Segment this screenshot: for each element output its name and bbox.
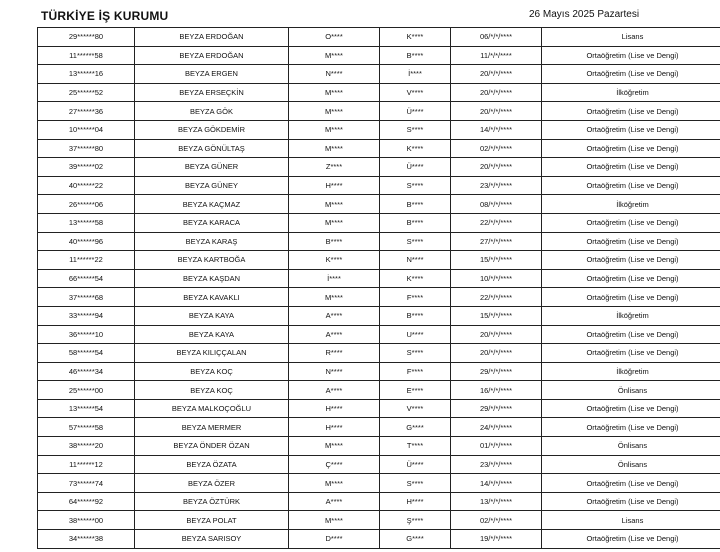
birth-date-cell: 02/*/*/****	[451, 511, 542, 530]
full-name-cell: BEYZA ÖZER	[135, 474, 289, 493]
father-initial-cell: K****	[289, 251, 380, 270]
birth-date-cell: 01/*/*/****	[451, 437, 542, 456]
education-cell: Ortaöğretim (Lise ve Dengi)	[542, 102, 720, 121]
birth-date-cell: 20/*/*/****	[451, 344, 542, 363]
table-row	[38, 399, 720, 418]
education-cell: Ortaöğretim (Lise ve Dengi)	[542, 46, 720, 65]
education-cell: Ortaöğretim (Lise ve Dengi)	[542, 65, 720, 84]
father-initial-cell: M****	[289, 474, 380, 493]
masked-id-cell: 38******00	[38, 511, 135, 530]
full-name-cell: BEYZA KOÇ	[135, 362, 289, 381]
table-row	[38, 362, 720, 381]
mother-initial-cell: Ş****	[380, 511, 451, 530]
birth-date-cell: 27/*/*/****	[451, 232, 542, 251]
table-row	[38, 139, 720, 158]
masked-id-cell: 46******34	[38, 362, 135, 381]
education-cell: Ortaöğretim (Lise ve Dengi)	[542, 120, 720, 139]
masked-id-cell: 29******80	[38, 28, 135, 47]
full-name-cell: BEYZA GÜNER	[135, 158, 289, 177]
father-initial-cell: M****	[289, 139, 380, 158]
masked-id-cell: 38******20	[38, 437, 135, 456]
education-cell: Ortaöğretim (Lise ve Dengi)	[542, 232, 720, 251]
education-cell: Ortaöğretim (Lise ve Dengi)	[542, 176, 720, 195]
mother-initial-cell: E****	[380, 381, 451, 400]
masked-id-cell: 10******04	[38, 120, 135, 139]
mother-initial-cell: S****	[380, 474, 451, 493]
page-date: 26 Mayıs 2025 Pazartesi	[529, 9, 640, 20]
father-initial-cell: H****	[289, 418, 380, 437]
mother-initial-cell: S****	[380, 176, 451, 195]
full-name-cell: BEYZA ERDOĞAN	[135, 28, 289, 47]
full-name-cell: BEYZA SARISOY	[135, 530, 289, 549]
masked-id-cell: 40******96	[38, 232, 135, 251]
mother-initial-cell: Ü****	[380, 455, 451, 474]
education-cell: Lisans	[542, 28, 720, 47]
education-cell: Ortaöğretim (Lise ve Dengi)	[542, 269, 720, 288]
table-row	[38, 511, 720, 530]
masked-id-cell: 11******22	[38, 251, 135, 270]
records-table-body	[38, 28, 720, 549]
records-table	[37, 27, 720, 549]
father-initial-cell: İ****	[289, 269, 380, 288]
full-name-cell: BEYZA GÖK	[135, 102, 289, 121]
table-row	[38, 269, 720, 288]
full-name-cell: BEYZA GÖKDEMİR	[135, 120, 289, 139]
full-name-cell: BEYZA GÖNÜLTAŞ	[135, 139, 289, 158]
table-row	[38, 344, 720, 363]
masked-id-cell: 27******36	[38, 102, 135, 121]
birth-date-cell: 10/*/*/****	[451, 269, 542, 288]
father-initial-cell: M****	[289, 213, 380, 232]
table-row	[38, 437, 720, 456]
mother-initial-cell: S****	[380, 120, 451, 139]
table-row	[38, 28, 720, 47]
birth-date-cell: 23/*/*/****	[451, 455, 542, 474]
full-name-cell: BEYZA ÖNDER ÖZAN	[135, 437, 289, 456]
birth-date-cell: 11/*/*/****	[451, 46, 542, 65]
education-cell: Ortaöğretim (Lise ve Dengi)	[542, 158, 720, 177]
masked-id-cell: 57******58	[38, 418, 135, 437]
masked-id-cell: 33******94	[38, 306, 135, 325]
page-title: TÜRKİYE İŞ KURUMU	[41, 9, 169, 23]
full-name-cell: BEYZA ERGEN	[135, 65, 289, 84]
full-name-cell: BEYZA GÜNEY	[135, 176, 289, 195]
table-row	[38, 65, 720, 84]
education-cell: İlköğretim	[542, 83, 720, 102]
mother-initial-cell: B****	[380, 46, 451, 65]
education-cell: İlköğretim	[542, 195, 720, 214]
education-cell: Önlisans	[542, 381, 720, 400]
birth-date-cell: 20/*/*/****	[451, 158, 542, 177]
mother-initial-cell: F****	[380, 288, 451, 307]
mother-initial-cell: V****	[380, 83, 451, 102]
mother-initial-cell: N****	[380, 251, 451, 270]
birth-date-cell: 20/*/*/****	[451, 102, 542, 121]
birth-date-cell: 29/*/*/****	[451, 399, 542, 418]
masked-id-cell: 25******00	[38, 381, 135, 400]
father-initial-cell: M****	[289, 511, 380, 530]
birth-date-cell: 20/*/*/****	[451, 83, 542, 102]
masked-id-cell: 26******06	[38, 195, 135, 214]
table-row	[38, 530, 720, 549]
mother-initial-cell: S****	[380, 344, 451, 363]
mother-initial-cell: G****	[380, 530, 451, 549]
birth-date-cell: 08/*/*/****	[451, 195, 542, 214]
mother-initial-cell: F****	[380, 362, 451, 381]
father-initial-cell: O****	[289, 28, 380, 47]
education-cell: Önlisans	[542, 455, 720, 474]
birth-date-cell: 14/*/*/****	[451, 474, 542, 493]
education-cell: Lisans	[542, 511, 720, 530]
masked-id-cell: 13******58	[38, 213, 135, 232]
full-name-cell: BEYZA KAÇMAZ	[135, 195, 289, 214]
table-row	[38, 102, 720, 121]
full-name-cell: BEYZA KARACA	[135, 213, 289, 232]
education-cell: Önlisans	[542, 437, 720, 456]
education-cell: Ortaöğretim (Lise ve Dengi)	[542, 474, 720, 493]
birth-date-cell: 16/*/*/****	[451, 381, 542, 400]
birth-date-cell: 24/*/*/****	[451, 418, 542, 437]
full-name-cell: BEYZA ÖZATA	[135, 455, 289, 474]
full-name-cell: BEYZA ERDOĞAN	[135, 46, 289, 65]
education-cell: Ortaöğretim (Lise ve Dengi)	[542, 288, 720, 307]
birth-date-cell: 15/*/*/****	[451, 306, 542, 325]
education-cell: İlköğretim	[542, 306, 720, 325]
masked-id-cell: 58******54	[38, 344, 135, 363]
masked-id-cell: 37******68	[38, 288, 135, 307]
mother-initial-cell: K****	[380, 139, 451, 158]
masked-id-cell: 36******10	[38, 325, 135, 344]
father-initial-cell: M****	[289, 195, 380, 214]
table-row	[38, 120, 720, 139]
father-initial-cell: H****	[289, 176, 380, 195]
education-cell: Ortaöğretim (Lise ve Dengi)	[542, 418, 720, 437]
masked-id-cell: 37******80	[38, 139, 135, 158]
father-initial-cell: M****	[289, 437, 380, 456]
masked-id-cell: 34******38	[38, 530, 135, 549]
mother-initial-cell: U****	[380, 325, 451, 344]
table-row	[38, 288, 720, 307]
birth-date-cell: 20/*/*/****	[451, 325, 542, 344]
education-cell: Ortaöğretim (Lise ve Dengi)	[542, 399, 720, 418]
table-row	[38, 418, 720, 437]
table-row	[38, 46, 720, 65]
father-initial-cell: B****	[289, 232, 380, 251]
table-row	[38, 251, 720, 270]
father-initial-cell: A****	[289, 325, 380, 344]
table-row	[38, 195, 720, 214]
masked-id-cell: 73******74	[38, 474, 135, 493]
birth-date-cell: 02/*/*/****	[451, 139, 542, 158]
father-initial-cell: N****	[289, 362, 380, 381]
full-name-cell: BEYZA MALKOÇOĞLU	[135, 399, 289, 418]
father-initial-cell: M****	[289, 120, 380, 139]
father-initial-cell: Z****	[289, 158, 380, 177]
birth-date-cell: 14/*/*/****	[451, 120, 542, 139]
education-cell: Ortaöğretim (Lise ve Dengi)	[542, 344, 720, 363]
father-initial-cell: N****	[289, 65, 380, 84]
father-initial-cell: M****	[289, 102, 380, 121]
mother-initial-cell: B****	[380, 195, 451, 214]
table-row	[38, 474, 720, 493]
full-name-cell: BEYZA ERSEÇKİN	[135, 83, 289, 102]
birth-date-cell: 15/*/*/****	[451, 251, 542, 270]
mother-initial-cell: S****	[380, 232, 451, 251]
masked-id-cell: 66******54	[38, 269, 135, 288]
birth-date-cell: 06/*/*/****	[451, 28, 542, 47]
full-name-cell: BEYZA KARAŞ	[135, 232, 289, 251]
mother-initial-cell: T****	[380, 437, 451, 456]
education-cell: Ortaöğretim (Lise ve Dengi)	[542, 213, 720, 232]
mother-initial-cell: Ü****	[380, 102, 451, 121]
mother-initial-cell: B****	[380, 213, 451, 232]
father-initial-cell: D****	[289, 530, 380, 549]
education-cell: Ortaöğretim (Lise ve Dengi)	[542, 325, 720, 344]
mother-initial-cell: G****	[380, 418, 451, 437]
mother-initial-cell: B****	[380, 306, 451, 325]
table-row	[38, 455, 720, 474]
full-name-cell: BEYZA KAŞDAN	[135, 269, 289, 288]
mother-initial-cell: İ****	[380, 65, 451, 84]
masked-id-cell: 64******92	[38, 492, 135, 511]
birth-date-cell: 23/*/*/****	[451, 176, 542, 195]
father-initial-cell: M****	[289, 46, 380, 65]
full-name-cell: BEYZA KAVAKLI	[135, 288, 289, 307]
father-initial-cell: H****	[289, 399, 380, 418]
father-initial-cell: R****	[289, 344, 380, 363]
birth-date-cell: 22/*/*/****	[451, 213, 542, 232]
father-initial-cell: Ç****	[289, 455, 380, 474]
full-name-cell: BEYZA POLAT	[135, 511, 289, 530]
father-initial-cell: A****	[289, 306, 380, 325]
masked-id-cell: 13******16	[38, 65, 135, 84]
education-cell: Ortaöğretim (Lise ve Dengi)	[542, 492, 720, 511]
masked-id-cell: 39******02	[38, 158, 135, 177]
table-row	[38, 232, 720, 251]
masked-id-cell: 11******12	[38, 455, 135, 474]
table-row	[38, 306, 720, 325]
masked-id-cell: 25******52	[38, 83, 135, 102]
mother-initial-cell: K****	[380, 269, 451, 288]
father-initial-cell: A****	[289, 492, 380, 511]
mother-initial-cell: V****	[380, 399, 451, 418]
masked-id-cell: 40******22	[38, 176, 135, 195]
table-row	[38, 83, 720, 102]
table-row	[38, 213, 720, 232]
full-name-cell: BEYZA ÖZTÜRK	[135, 492, 289, 511]
masked-id-cell: 13******54	[38, 399, 135, 418]
education-cell: Ortaöğretim (Lise ve Dengi)	[542, 251, 720, 270]
full-name-cell: BEYZA KOÇ	[135, 381, 289, 400]
father-initial-cell: M****	[289, 288, 380, 307]
full-name-cell: BEYZA MERMER	[135, 418, 289, 437]
education-cell: İlköğretim	[542, 362, 720, 381]
full-name-cell: BEYZA KARTBOĞA	[135, 251, 289, 270]
full-name-cell: BEYZA KAYA	[135, 306, 289, 325]
birth-date-cell: 19/*/*/****	[451, 530, 542, 549]
mother-initial-cell: Ü****	[380, 158, 451, 177]
full-name-cell: BEYZA KILIÇÇALAN	[135, 344, 289, 363]
birth-date-cell: 29/*/*/****	[451, 362, 542, 381]
father-initial-cell: M****	[289, 83, 380, 102]
mother-initial-cell: H****	[380, 492, 451, 511]
education-cell: Ortaöğretim (Lise ve Dengi)	[542, 530, 720, 549]
table-row	[38, 325, 720, 344]
table-row	[38, 158, 720, 177]
father-initial-cell: A****	[289, 381, 380, 400]
birth-date-cell: 20/*/*/****	[451, 65, 542, 84]
table-row	[38, 381, 720, 400]
masked-id-cell: 11******58	[38, 46, 135, 65]
birth-date-cell: 22/*/*/****	[451, 288, 542, 307]
table-row	[38, 492, 720, 511]
full-name-cell: BEYZA KAYA	[135, 325, 289, 344]
mother-initial-cell: K****	[380, 28, 451, 47]
education-cell: Ortaöğretim (Lise ve Dengi)	[542, 139, 720, 158]
table-row	[38, 176, 720, 195]
birth-date-cell: 13/*/*/****	[451, 492, 542, 511]
